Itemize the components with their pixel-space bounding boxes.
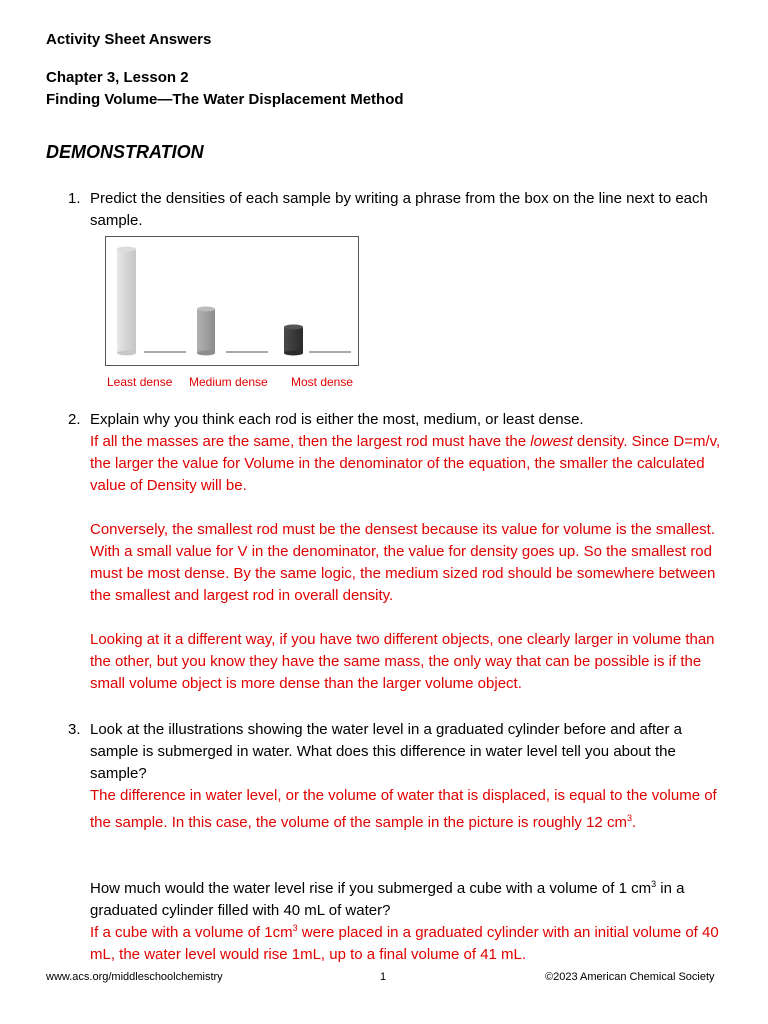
lesson-title: Finding Volume—The Water Displacement Method — [46, 91, 404, 108]
q1-text: Predict the densities of each sample by writing a phrase from the box on the line next to each sample. — [90, 190, 708, 229]
q2-text: Explain why you think each rod is either the most, medium, or least dense. — [90, 411, 584, 428]
q3-answer-2-sup: 3 — [292, 923, 298, 933]
q2-number: 2. — [68, 411, 81, 428]
medium-rod — [197, 307, 215, 356]
footer-copyright: ©2023 American Chemical Society — [545, 971, 715, 983]
q3-answer-1 — [90, 785, 730, 834]
chapter-line: Chapter 3, Lesson 2 — [46, 69, 189, 86]
answer-most-dense: Most dense — [291, 375, 354, 389]
q3-text: Look at the illustrations showing the water level in a graduated cylinder before and after a sample is submerged in water. What does this difference in water level tell you about the sample? — [90, 721, 683, 782]
q2-answer-paragraph-1 — [90, 431, 730, 497]
q3-answer-1-text: The difference in water level, or the volume of water that is displaced, is equal to the volume of the sample. In this case, the volume of the sample in the picture is roughly 12 cm — [90, 787, 717, 831]
q2-p1-emphasis: lowest — [530, 433, 573, 450]
q2-p1-end: density. Since D=m/v, the larger the value for Volume in the denominator of the equation, the smaller the calculated value of Density will be. — [90, 433, 721, 494]
answer-medium-dense: Medium dense — [189, 375, 268, 389]
q2-answer-paragraph-3: Looking at it a different way, if you have two different objects, one clearly larger in volume than the other, but you know they have the same mass, the only way that can be possible is if the small volume object is more dense than the larger volume object. — [90, 631, 715, 692]
q3-number: 3. — [68, 721, 81, 738]
q2-answer-paragraph-2: Conversely, the smallest rod must be the densest because its value for volume is the smallest. With a small value for V in the denominator, the value for density goes up. So the smallest rod must be most dense. By the same logic, the medium sized rod should be somewhere between the smallest and largest rod in overall density. — [90, 521, 716, 604]
q3-sub-text-a: How much would the water level rise if you submerged a cube with a volume of 1 cm — [90, 880, 652, 897]
q3-answer-2-b: were placed in a graduated cylinder with an initial volume of 40 mL, the water level would rise 1mL, up to a final volume of 41 mL. — [90, 924, 719, 963]
q3-subquestion — [90, 873, 730, 922]
page-number: 1 — [380, 971, 387, 983]
q2-p1-start: If all the masses are the same, then the largest rod must have the — [90, 433, 531, 450]
q3-answer-2 — [90, 917, 730, 966]
tall-rod — [117, 247, 136, 356]
q3-answer-2-a: If a cube with a volume of 1cm — [90, 924, 293, 941]
answer-least-dense: Least dense — [107, 375, 173, 389]
doc-title: Activity Sheet Answers — [46, 31, 212, 48]
q3-answer-1-end: . — [631, 814, 637, 831]
short-rod — [284, 325, 303, 356]
q3-answer-1-sup: 3 — [626, 813, 632, 823]
rods-figure — [105, 236, 359, 366]
footer-url: www.acs.org/middleschoolchemistry — [46, 971, 223, 983]
q3-sub-text-b: in a graduated cylinder filled with 40 mL of water? — [90, 880, 685, 919]
q1-number: 1. — [68, 190, 81, 207]
section-heading: DEMONSTRATION — [46, 142, 204, 162]
rods-illustration — [106, 237, 358, 365]
q3-sub-sup: 3 — [651, 879, 657, 889]
